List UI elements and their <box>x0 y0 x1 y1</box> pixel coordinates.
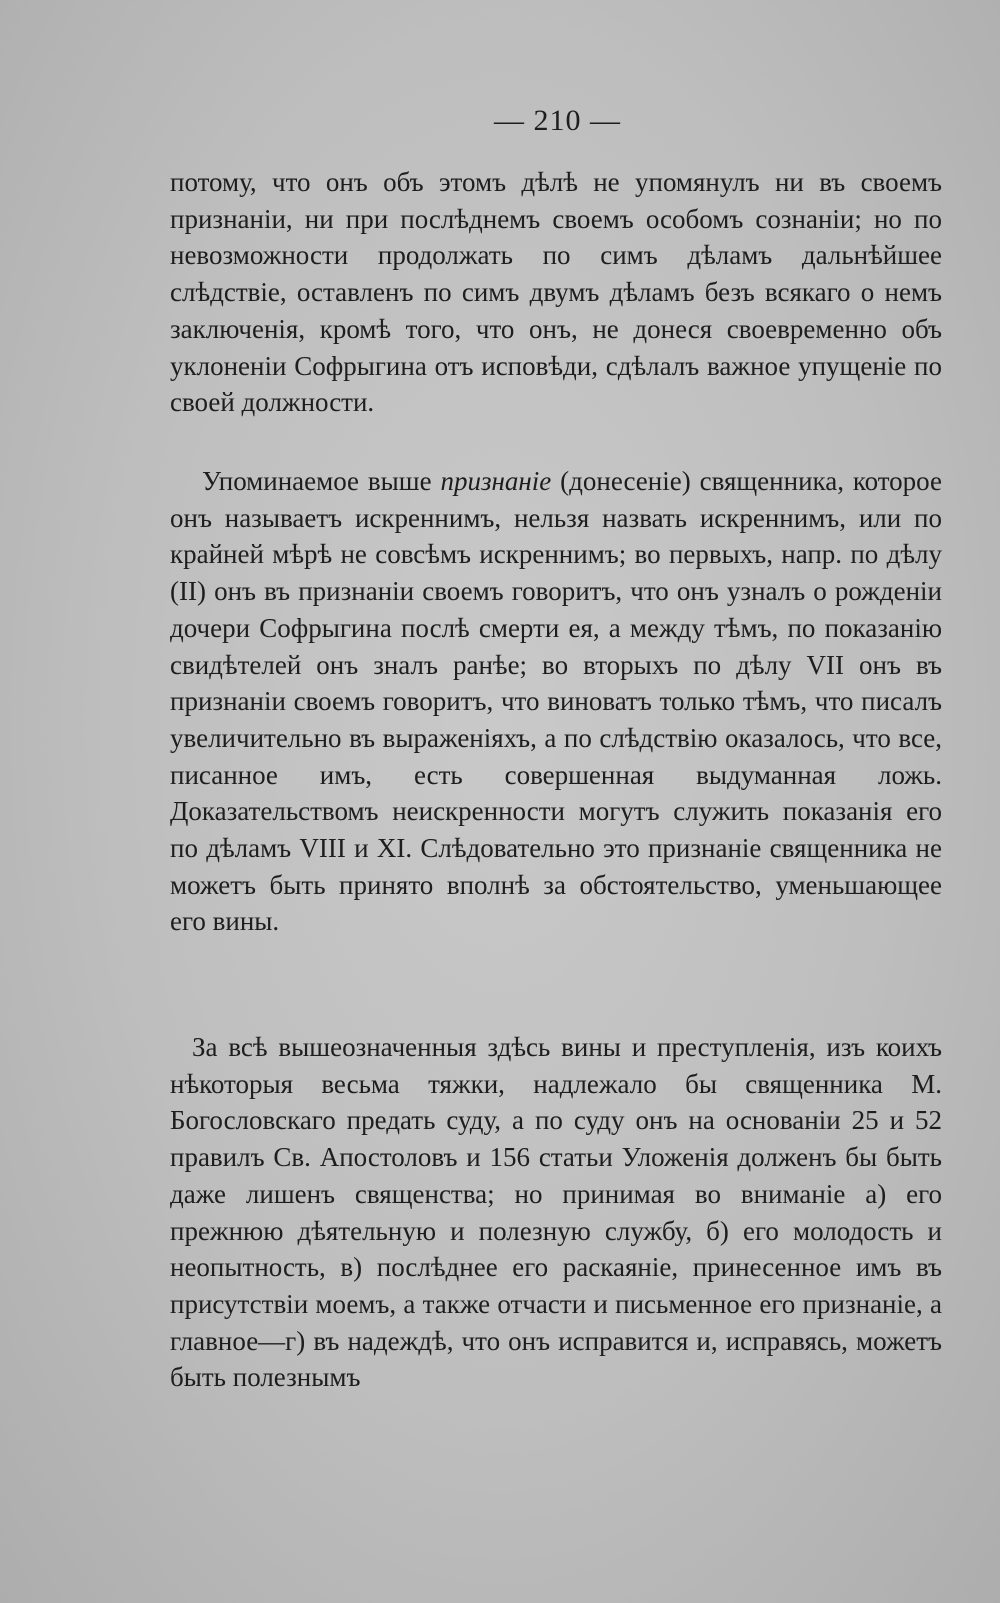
paragraph-1: потому, что онъ объ этомъ дѣлѣ не упомянулъ ни въ своемъ признаніи, ни при послѣднемъ своемъ особомъ сознаніи; но по невозможности продолжать по симъ дѣламъ дальнѣйшее слѣдствіе, оставленъ по симъ двумъ дѣламъ безъ всякаго о немъ заключенія, кромѣ того, что онъ, не донеся своевременно объ уклоненіи Софрыгина отъ исповѣди, сдѣлалъ важное упущеніе по своей должности. <box>170 167 942 418</box>
page-number: — 210 — <box>494 104 621 137</box>
paragraph-2 <box>170 463 942 940</box>
paragraph-2-text-end: (донесеніе) священника, которое онъ называетъ искреннимъ, нельзя назвать искреннимъ, или по крайней мѣрѣ не совсѣмъ искреннимъ; во первыхъ, напр. по дѣлу (II) онъ въ признаніи своемъ говоритъ, что онъ узналъ о рожденіи дочери Софрыгина послѣ смерти ея, а между тѣмъ, по показанію свидѣтелей онъ зналъ ранѣе; во вторыхъ по дѣлу VII онъ въ признаніи своемъ говоритъ, что виноватъ только тѣмъ, что писалъ увеличительно въ выраженіяхъ, а по слѣдствію оказалось, что все, писанное имъ, есть совершенная выдуманная ложь. Доказательствомъ неискренности могутъ служить показанія его по дѣламъ VIII и XI. Слѣдовательно это признаніе священника не можетъ быть принято вполнѣ за обстоятельство, уменьшающее его вины. <box>170 466 942 937</box>
paragraph-2-text-start: Упоминаемое выше <box>202 466 441 496</box>
paragraph-3: За всѣ вышеозначенныя здѣсь вины и преступленія, изъ коихъ нѣкоторыя весьма тяжки, надлежало бы священника М. Богословскаго предать суду, а по суду онъ на основаніи 25 и 52 правилъ Св. Апостоловъ и 156 статьи Уложенія долженъ бы быть даже лишенъ священства; но принимая во вниманіе а) его прежнюю дѣятельную и полезную службу, б) его молодость и неопытность, в) послѣднее его раскаяніе, принесенное имъ въ присутствіи моемъ, а также отчасти и письменное его признаніе, а главное—г) въ надеждѣ, что онъ исправится и, исправясь, можетъ быть полезнымъ <box>170 1032 942 1393</box>
paragraph-2-italic-term: признаніе <box>440 466 552 496</box>
